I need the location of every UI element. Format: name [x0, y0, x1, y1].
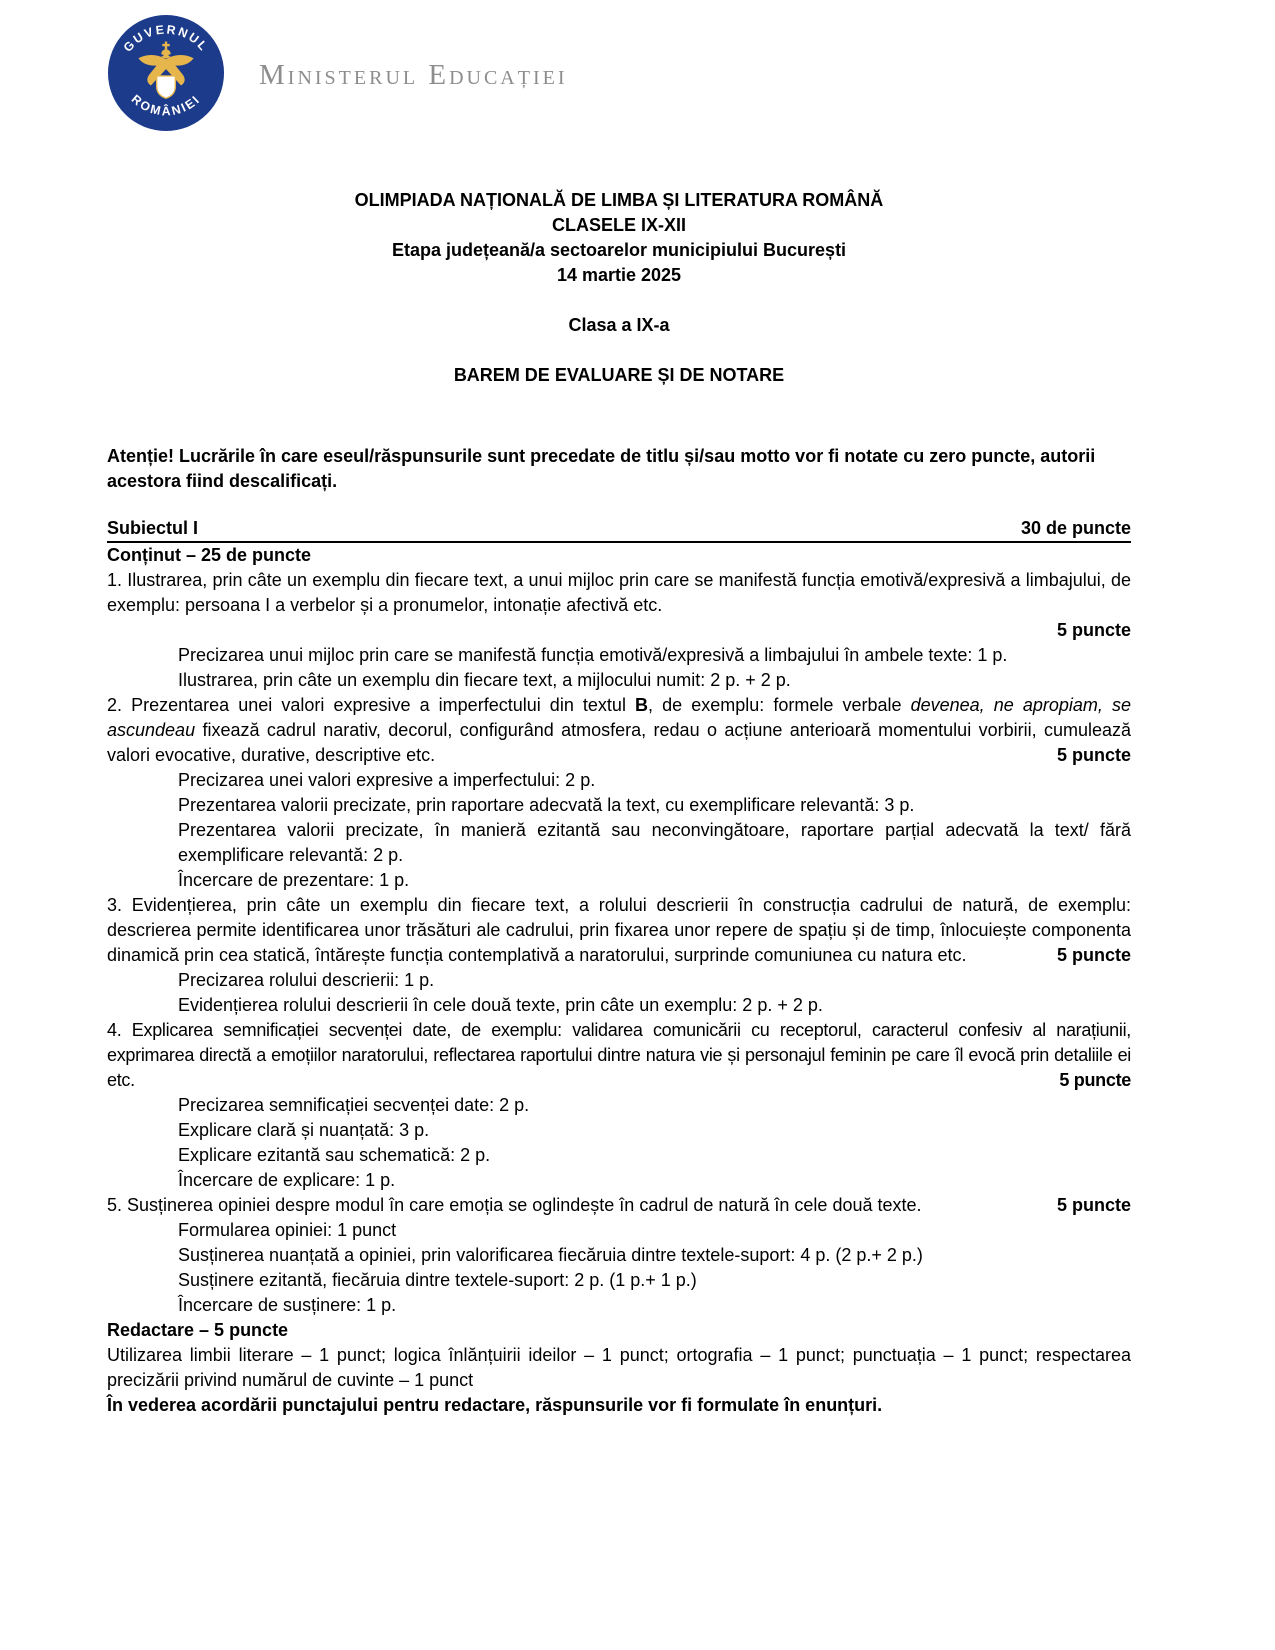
rubric-item-3 [107, 893, 1131, 1018]
government-seal-icon [107, 14, 225, 132]
content-heading: Conținut – 25 de puncte [107, 545, 312, 565]
rubric-item-4 [107, 1018, 1131, 1193]
item-5-text [107, 1193, 1131, 1218]
title-block [107, 188, 1131, 388]
redactare-heading: Redactare – 5 puncte [107, 1320, 289, 1340]
item-2-sub-1: Precizarea unei valori expresive a imperfectului: 2 p. [178, 770, 596, 790]
item-5-seg-1: 5. Susținerea opiniei despre modul în care emoția se oglindește în cadrul de natură în cele două texte. [107, 1195, 922, 1215]
item-3-seg-1: 3. Evidențierea, prin câte un exemplu din fiecare text, a rolului descrierii în construcția cadrului de natură, de exemplu: descrierea permite identificarea unor trăsături ale cadrului, prin fixarea unor repere de spațiu și de timp, înlocuiește componenta dinamică prin cea statică, întărește funcția contemplativă a naratorului, surprinde comuniunea cu natura etc. [107, 895, 1131, 965]
item-1-text: 1. Ilustrarea, prin câte un exemplu din fiecare text, a unui mijloc prin care se manifestă funcția emotivă/expresivă a limbajului, de exemplu: persoana I a verbelor și a pronumelor, intonație afectivă etc. [107, 570, 1131, 615]
title-date: 14 martie 2025 [556, 265, 682, 285]
title-grade: Clasa a IX-a [568, 315, 670, 335]
item-2-seg-1: 2. Prezentarea unei valori expresive a imperfectului din textul [107, 695, 636, 715]
subject-points: 30 de puncte [1020, 518, 1131, 538]
item-5-sub-1: Formularea opiniei: 1 punct [178, 1220, 397, 1240]
item-4-sub-4: Încercare de explicare: 1 p. [178, 1170, 396, 1190]
rubric-item-2 [107, 693, 1131, 893]
item-4-seg-1: 4. Explicarea semnificației secvenței date, de exemplu: validarea comunicării cu receptorul, caracterul confesiv al narațiunii, exprimarea directă a emoțiilor naratorului, reflectarea raportului dintre natura vie și personajul feminin pe care îl evocă prin detaliile ei etc. [107, 1020, 1131, 1090]
spacer [107, 338, 1131, 363]
item-3-text [107, 893, 1131, 968]
title-classes: CLASELE IX-XII [551, 215, 686, 235]
item-5-sub-2: Susținerea nuanțată a opiniei, prin valorificarea fiecăruia dintre textele-suport: 4 p. (2 p.+ 2 p.) [178, 1245, 923, 1265]
ministry-name: Ministerul Educației [259, 58, 568, 91]
item-4-sub-1: Precizarea semnificației secvenței date: 2 p. [178, 1095, 530, 1115]
item-2-sub-3: Prezentarea valorii precizate, în manieră ezitantă sau neconvingătoare, raportare parțial adecvată la text/ fără exemplificare relevantă: 2 p. [178, 820, 1131, 865]
subject-label: Subiectul I [107, 518, 199, 538]
item-2-points: 5 puncte [1056, 745, 1131, 765]
item-3-points: 5 puncte [1056, 945, 1131, 965]
subject-header [107, 516, 1131, 543]
redactare-final-note: În vederea acordării punctajului pentru redactare, răspunsurile vor fi formulate în enunțuri. [107, 1395, 883, 1415]
item-2-seg-3: , de exemplu: formele verbale [648, 695, 911, 715]
item-3-sub-1: Precizarea rolului descrierii: 1 p. [178, 970, 435, 990]
seal-top-text: GUVERNUL [120, 22, 212, 55]
item-1-points: 5 puncte [1056, 620, 1131, 640]
item-5-sub-3: Susținere ezitantă, fiecăruia dintre textele-suport: 2 p. (1 p.+ 1 p.) [178, 1270, 697, 1290]
item-4-sub-3: Explicare ezitantă sau schematică: 2 p. [178, 1145, 491, 1165]
item-2-text [107, 693, 1131, 768]
spacer [107, 288, 1131, 313]
rubric-item-1 [107, 568, 1131, 693]
item-1-sub-1: Precizarea unui mijloc prin care se manifestă funcția emotivă/expresivă a limbajului în ambele texte: 1 p. [178, 645, 1008, 665]
government-logo [107, 14, 225, 132]
document-header [107, 14, 1131, 132]
title-stage: Etapa județeană/a sectoarelor municipiului București [391, 240, 847, 260]
warning-notice: Atenție! Lucrările în care eseul/răspunsurile sunt precedate de titlu și/sau motto vor fi notate cu zero puncte, autorii acestora fiind descalificați. [107, 446, 1096, 491]
item-4-text [107, 1018, 1131, 1093]
item-2-seg-4: devenea, ne apropiam, se ascundeau [107, 695, 1131, 740]
item-2-seg-5: fixează cadrul narativ, decorul, configurând atmosfera, redau o acțiune anterioară momentului vorbirii, cumulează valori evocative, durative, descriptive etc. [107, 720, 1131, 765]
seal-bottom-text: ROMÂNIEI [128, 91, 204, 119]
item-2-sub-4: Încercare de prezentare: 1 p. [178, 870, 410, 890]
item-5-sub-4: Încercare de susținere: 1 p. [178, 1295, 397, 1315]
title-olympiad: OLIMPIADA NAȚIONALĂ DE LIMBA ȘI LITERATURA ROMÂNĂ [354, 190, 884, 210]
item-4-points: 5 puncte [1059, 1070, 1131, 1090]
redactare-body: Utilizarea limbii literare – 1 punct; logica înlănțuirii ideilor – 1 punct; ortografia – 1 punct; punctuația – 1 punct; respectarea precizării privind numărul de cuvinte – 1 punct [107, 1345, 1131, 1390]
item-2-sub-2: Prezentarea valorii precizate, prin raportare adecvată la text, cu exemplificare relevantă: 3 p. [178, 795, 915, 815]
item-4-sub-2: Explicare clară și nuanțată: 3 p. [178, 1120, 430, 1140]
item-2-seg-2: B [635, 695, 649, 715]
title-barem: BAREM DE EVALUARE ȘI DE NOTARE [453, 365, 785, 385]
item-3-sub-2: Evidențierea rolului descrierii în cele două texte, prin câte un exemplu: 2 p. + 2 p. [178, 995, 823, 1015]
rubric-item-5 [107, 1193, 1131, 1318]
item-1-sub-2: Ilustrarea, prin câte un exemplu din fiecare text, a mijlocului numit: 2 p. + 2 p. [178, 670, 791, 690]
item-5-points: 5 puncte [1056, 1195, 1131, 1215]
